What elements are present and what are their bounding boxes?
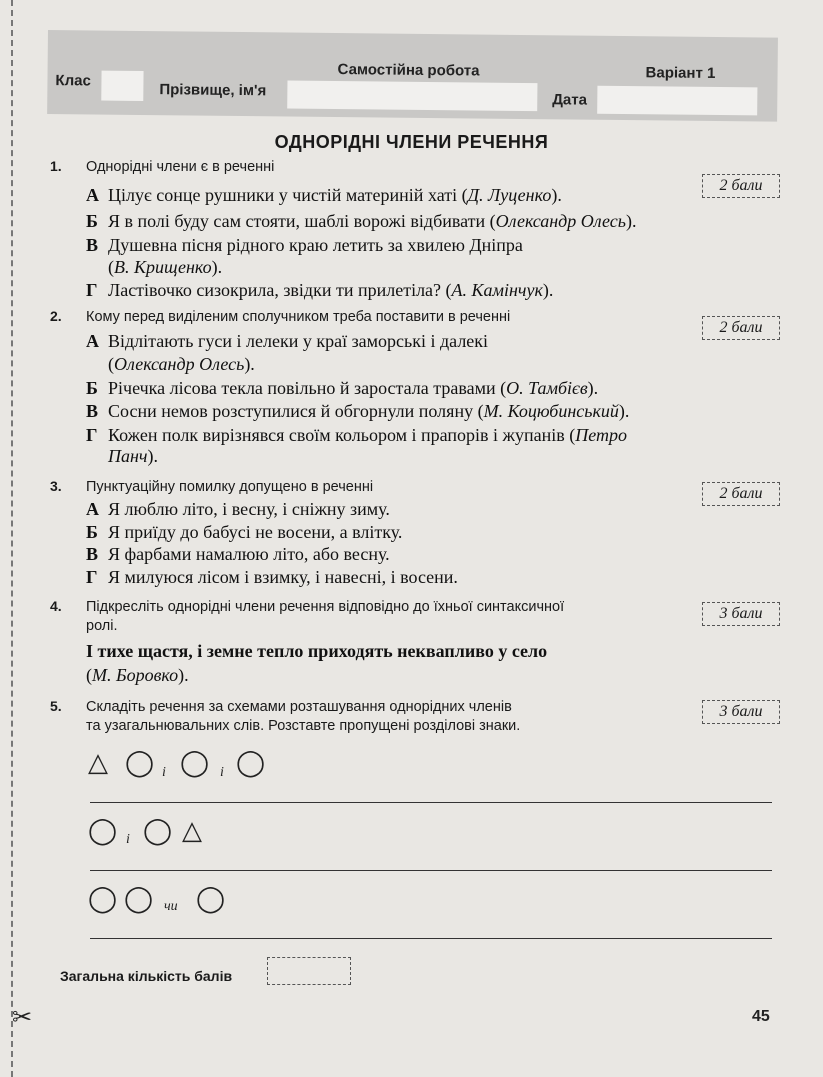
points-badge: 3 бали xyxy=(702,602,780,626)
option-text: Душевна пісня рідного краю летить за хвилею Дніпра xyxy=(108,235,523,255)
option-end: ). xyxy=(211,257,223,277)
option-letter: Г xyxy=(86,280,98,300)
points-badge: 2 бали xyxy=(702,482,780,506)
task-5 xyxy=(50,698,780,748)
points-badge: 2 бали xyxy=(702,174,780,198)
option-a[interactable] xyxy=(86,498,390,520)
circle-icon: ◯ xyxy=(124,884,154,914)
name-label: Прізвище, ім'я xyxy=(159,81,267,100)
task-question: Кому перед виділеним сполучником треба поставити в реченні xyxy=(86,309,511,325)
option-letter: А xyxy=(86,499,99,519)
task-sentence[interactable] xyxy=(86,640,547,662)
option-letter: Г xyxy=(86,425,98,445)
class-label: Клас xyxy=(55,72,91,90)
sentence-pre: ( xyxy=(86,665,92,685)
option-c-continued[interactable] xyxy=(86,256,222,278)
option-c[interactable] xyxy=(86,400,629,422)
option-end: ). xyxy=(587,378,599,398)
option-b[interactable] xyxy=(86,377,598,399)
option-a[interactable] xyxy=(86,184,562,206)
task-2 xyxy=(50,308,780,468)
option-letter: А xyxy=(86,331,99,351)
page-number: 45 xyxy=(752,1008,770,1025)
option-b[interactable] xyxy=(86,210,636,232)
option-author: Д. Луценко xyxy=(467,185,552,205)
task-question-line2: ролі. xyxy=(86,618,118,634)
answer-line-2[interactable] xyxy=(90,870,772,871)
option-cont-pre: ( xyxy=(108,257,114,277)
option-c[interactable] xyxy=(86,543,390,565)
task-number: 1. xyxy=(50,158,62,174)
sentence-end: ). xyxy=(178,665,189,685)
task-number: 5. xyxy=(50,698,62,714)
circle-icon: ◯ xyxy=(143,816,173,846)
total-score-label: Загальна кількість балів xyxy=(60,968,233,984)
task-1 xyxy=(50,158,780,300)
answer-line-1[interactable] xyxy=(90,802,772,803)
option-end: ). xyxy=(625,211,637,231)
task-number: 3. xyxy=(50,478,62,494)
circle-icon: ◯ xyxy=(236,748,266,778)
connector-label: і xyxy=(220,765,224,780)
connector-label: чи xyxy=(164,899,178,914)
header-bar xyxy=(47,30,778,122)
task-3 xyxy=(50,478,780,590)
class-field[interactable] xyxy=(101,71,143,101)
task-number: 4. xyxy=(50,598,62,614)
connector-label: і xyxy=(126,832,130,847)
option-author: Олександр Олесь xyxy=(114,354,245,374)
sentence-author: М. Боровко xyxy=(92,665,179,685)
circle-icon: ◯ xyxy=(180,748,210,778)
option-text: Річечка лісова текла повільно й заростала травами ( xyxy=(108,378,507,398)
points-badge: 2 бали xyxy=(702,316,780,340)
option-end: ). xyxy=(551,185,562,205)
option-a[interactable] xyxy=(86,330,488,352)
option-d[interactable] xyxy=(86,424,627,446)
circle-icon: ◯ xyxy=(196,884,226,914)
option-author: О. Тамбієв xyxy=(506,378,588,398)
option-cont-pre: ( xyxy=(108,354,114,374)
option-author: А. Камінчук xyxy=(451,280,543,300)
circle-icon: ◯ xyxy=(88,816,118,846)
option-letter: Г xyxy=(86,567,98,587)
option-end: ). xyxy=(618,401,630,421)
option-end: ). xyxy=(542,280,554,300)
triangle-icon: △ xyxy=(88,748,108,778)
option-letter: Б xyxy=(86,378,98,398)
connector-label: і xyxy=(162,765,166,780)
option-letter: В xyxy=(86,235,99,255)
sentence-text: І тихе щастя, і земне тепло приходять неквапливо у село xyxy=(86,641,548,661)
circle-icon: ◯ xyxy=(88,884,118,914)
work-title: Самостійна робота xyxy=(337,61,480,80)
task-4 xyxy=(50,598,780,688)
task-question: Підкресліть однорідні члени речення відповідно до їхньої синтаксичної xyxy=(86,599,565,615)
option-text: Ластівочко сизокрила, звідки ти прилетіла? ( xyxy=(108,280,452,300)
triangle-icon: △ xyxy=(182,816,202,846)
option-end: ). xyxy=(147,446,159,466)
task-number: 2. xyxy=(50,308,62,324)
task-question-line2: та узагальнювальних слів. Розставте пропущені розділові знаки. xyxy=(86,718,521,734)
option-text: Я милуюся лісом і взимку, і навесні, і восени. xyxy=(108,567,458,587)
option-text: Відлітають гуси і лелеки у краї заморські і далекі xyxy=(108,331,489,351)
option-letter: Б xyxy=(86,211,98,231)
total-score-box[interactable] xyxy=(267,957,351,985)
option-text: Я фарбами намалюю літо, або весну. xyxy=(108,544,390,564)
option-text: Я люблю літо, і весну, і сніжну зиму. xyxy=(108,499,390,519)
scissors-icon: ✂ xyxy=(12,1003,33,1031)
option-d[interactable] xyxy=(86,279,553,301)
task-question: Складіть речення за схемами розташування однорідних членів xyxy=(86,699,512,715)
option-author: М. Коцюбинський xyxy=(483,401,619,421)
page-title: ОДНОРІДНІ ЧЛЕНИ РЕЧЕННЯ xyxy=(274,132,549,152)
option-letter: В xyxy=(86,544,99,564)
option-text: Я приїду до бабусі не восени, а влітку. xyxy=(108,522,403,542)
option-c[interactable] xyxy=(86,234,523,256)
option-author: Олександр Олесь xyxy=(495,211,626,231)
date-field[interactable] xyxy=(597,86,757,116)
option-d[interactable] xyxy=(86,566,458,588)
option-author: Петро xyxy=(575,425,627,445)
option-d-continued[interactable] xyxy=(86,445,158,467)
option-letter: Б xyxy=(86,522,98,542)
option-letter: В xyxy=(86,401,99,421)
option-letter: А xyxy=(86,185,99,205)
task-question: Однорідні члени є в реченні xyxy=(86,159,275,175)
name-field[interactable] xyxy=(287,81,537,112)
circle-icon: ◯ xyxy=(125,748,155,778)
answer-line-3[interactable] xyxy=(90,938,772,939)
option-author: В. Крищенко xyxy=(114,257,212,277)
option-text: Цілує сонце рушники у чистій материній хаті ( xyxy=(108,185,468,205)
option-end: ). xyxy=(244,354,255,374)
cut-line xyxy=(11,0,13,1077)
task-sentence-continued xyxy=(86,664,189,686)
option-b[interactable] xyxy=(86,521,402,543)
task-question: Пунктуаційну помилку допущено в реченні xyxy=(86,479,374,495)
option-text: Я в полі буду сам стояти, шаблі ворожі відбивати ( xyxy=(108,211,496,231)
date-label: Дата xyxy=(552,91,588,109)
variant-label: Варіант 1 xyxy=(645,64,716,82)
option-author: Панч xyxy=(108,446,148,466)
option-text: Кожен полк вирізнявся своїм кольором і прапорів і жупанів ( xyxy=(108,425,576,445)
option-text: Сосни немов розступилися й обгорнули поляну ( xyxy=(108,401,484,421)
option-a-continued[interactable] xyxy=(86,353,255,375)
points-badge: 3 бали xyxy=(702,700,780,724)
